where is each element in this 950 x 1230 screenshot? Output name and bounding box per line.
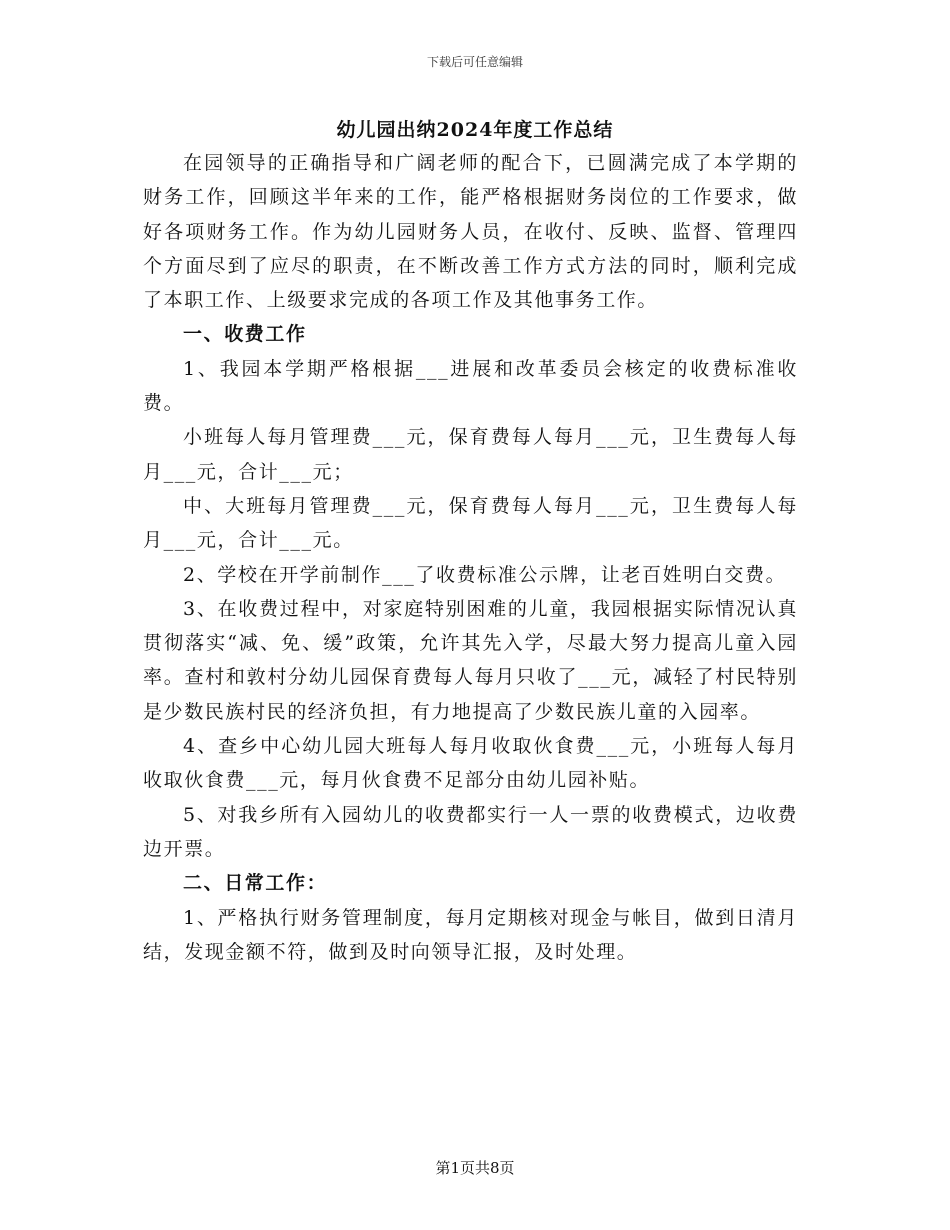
page-indicator: 第1页共8页 <box>435 1159 515 1177</box>
daily-work-item-1: 1、严格执行财务管理制度，每月定期核对现金与帐目，做到日清月结，发现金额不符，做到及时向领导汇报，及时处理。 <box>143 906 798 963</box>
intro-paragraph: 在园领导的正确指导和广阔老师的配合下，已圆满完成了本学期的财务工作，回顾这半年来的工作，能严格根据财务岗位的工作要求，做好各项财务工作。作为幼儿园财务人员，在收付、反映、监督、管理四个方面尽到了应尽的职责，在不断改善工作方式方法的同时，顺利完成了本职工作、上级要求完成的各项工作及其他事务工作。 <box>143 152 798 312</box>
fee-item-middle-large-class: 中、大班每月管理费___元，保育费每人每月___元，卫生费每人每月___元，合计___元。 <box>143 494 798 552</box>
fee-item-2: 2、学校在开学前制作___了收费标准公示牌，让老百姓明白交费。 <box>183 563 787 586</box>
header-note: 下载后可任意编辑 <box>426 55 523 69</box>
fee-item-1: 1、我园本学期严格根据___进展和改革委员会核定的收费标准收费。 <box>143 357 798 415</box>
fee-item-4: 4、查乡中心幼儿园大班每人每月收取伙食费___元，小班每人每月收取伙食费___元，每月伙食费不足部分由幼儿园补贴。 <box>143 735 798 792</box>
fee-item-small-class: 小班每人每月管理费___元，保育费每人每月___元，卫生费每人每月___元，合计___元； <box>143 426 798 483</box>
fee-item-3: 3、在收费过程中，对家庭特别困难的儿童，我园根据实际情况认真贯彻落实“减、免、缓”政策，允许其先入学，尽最大努力提高儿童入园率。查村和敦村分幼儿园保育费每人每月只收了___元，减轻了村民特别是少数民族村民的经济负担，有力地提高了少数民族儿童的入园率。 <box>143 597 798 723</box>
document-body <box>143 146 798 969</box>
document-title: 幼儿园出纳2024年度工作总结 <box>336 119 614 141</box>
fee-item-5: 5、对我乡所有入园幼儿的收费都实行一人一票的收费模式，边收费边开票。 <box>143 803 798 860</box>
section-heading-fees: 一、收费工作 <box>183 323 307 346</box>
section-heading-daily-work: 二、日常工作： <box>183 872 328 895</box>
